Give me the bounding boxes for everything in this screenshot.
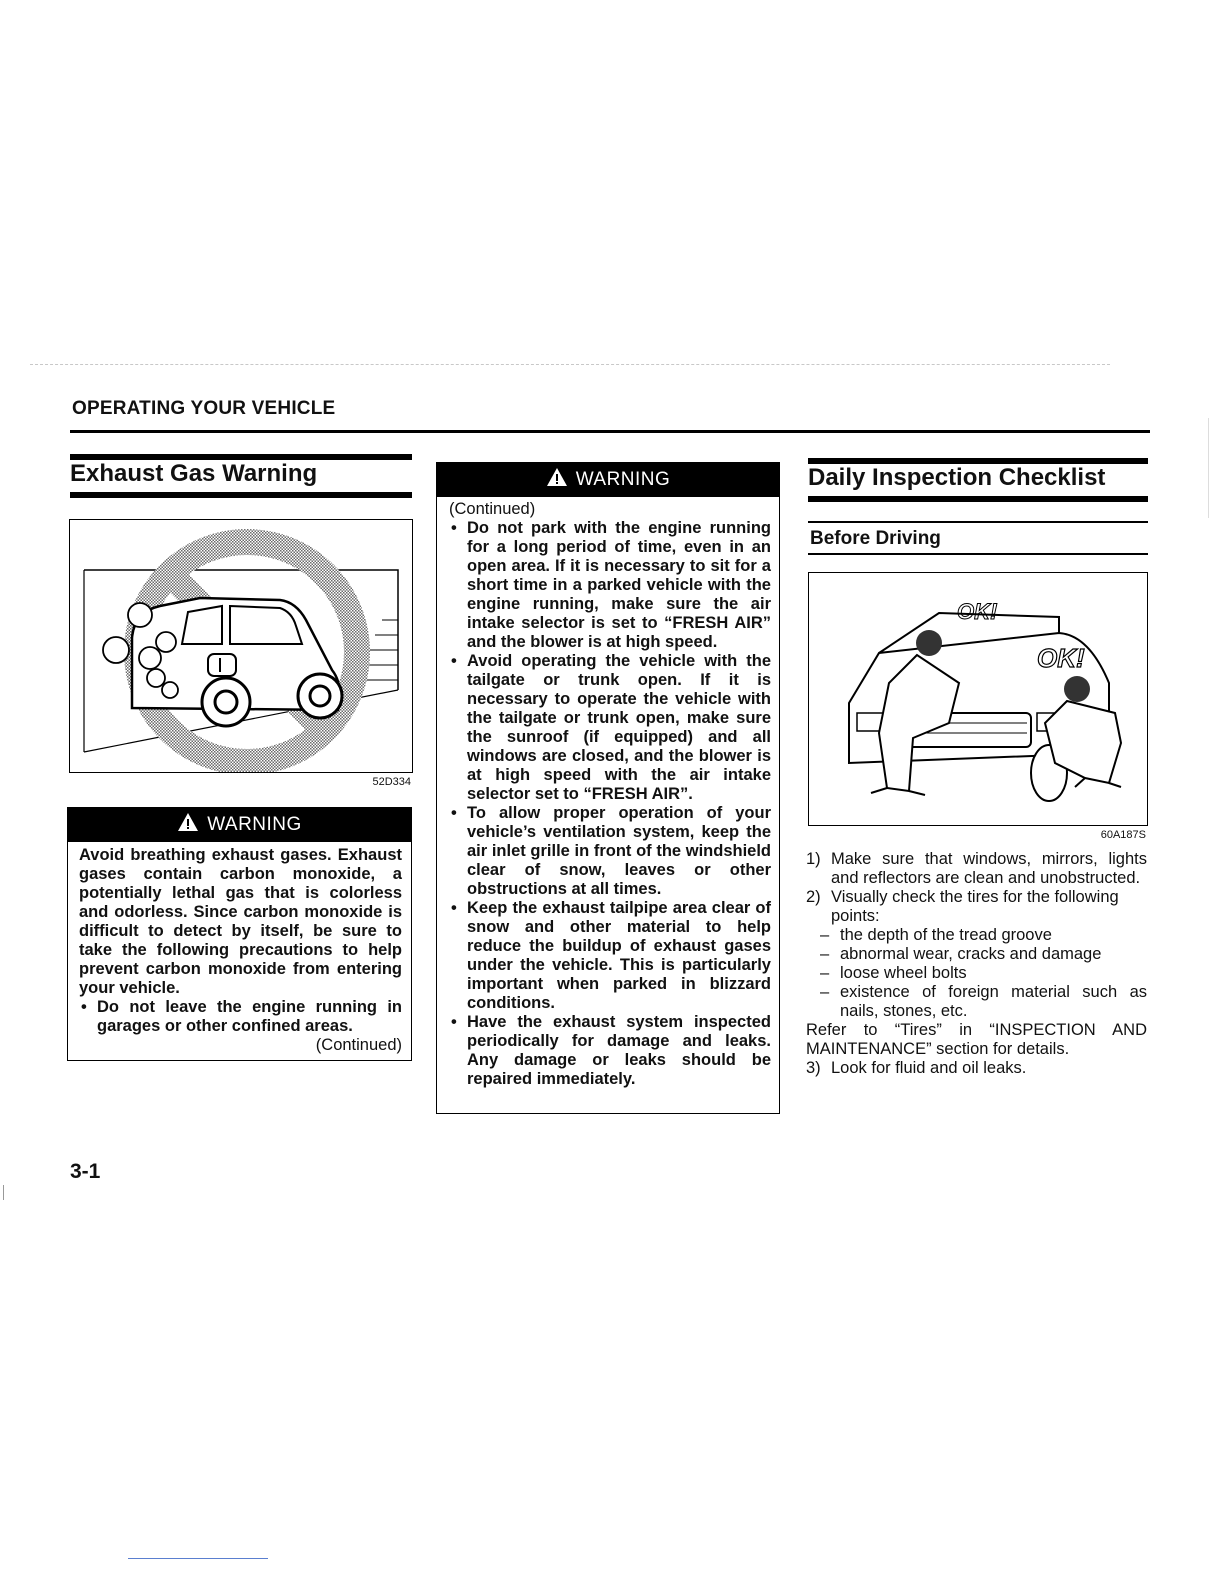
no-idling-car-illustration — [70, 520, 412, 772]
warning-label: WARNING — [575, 469, 671, 490]
ok-lettering: OK! — [957, 599, 998, 624]
refer-note: Refer to “Tires” in “INSPECTION AND MAINTENANCE” section for details. — [806, 1021, 1147, 1058]
heading-bottom-bar — [70, 492, 412, 498]
edge-mark — [3, 1185, 4, 1200]
mechanics-inspecting-car-illustration — [809, 573, 1147, 825]
warning-box-left — [67, 807, 412, 1061]
warning-body — [437, 497, 779, 1089]
item-text: Visually check the tires for the following points: — [831, 888, 1119, 925]
section-rule — [70, 430, 1150, 433]
warning-box-middle — [436, 462, 780, 1114]
item-text: Make sure that windows, mirrors, lights and reflectors are clean and unobstructed. — [831, 850, 1147, 887]
section-title: OPERATING YOUR VEHICLE — [72, 398, 336, 419]
warning-triangle-icon — [177, 812, 199, 832]
sub-list-item: – existence of foreign material such as nails, stones, etc. — [806, 983, 1147, 1021]
subheading-bottom-rule — [808, 553, 1148, 555]
list-item — [806, 1059, 1147, 1078]
warning-bullet: • Do not leave the engine running in garages or other confined areas. — [79, 998, 402, 1036]
continued-note: (Continued) — [315, 1036, 402, 1054]
continued-note: (Continued) — [449, 500, 536, 518]
figure-code: 52D334 — [372, 776, 411, 788]
ok-lettering: OK! — [1037, 643, 1085, 673]
warning-bullet: • Do not park with the engine running for a long period of time, even in an open area. If it is necessary to sit for a short time in a parked vehicle with the engine running, make sure the air intake selector is set to “FRESH AIR” and the blower is at high speed. — [449, 519, 771, 652]
inspection-list — [806, 850, 1147, 1078]
warning-header — [68, 808, 411, 842]
page-number: 3-1 — [70, 1160, 101, 1183]
warning-label: WARNING — [207, 814, 302, 835]
item-number: 1) — [806, 850, 821, 868]
edge-mark — [1208, 418, 1209, 518]
subheading-top-rule — [808, 521, 1148, 523]
list-item — [806, 850, 1147, 888]
exhaust-figure — [69, 519, 413, 773]
warning-body — [68, 842, 411, 1055]
item-number: 2) — [806, 888, 821, 906]
sub-list-item: – loose wheel bolts — [806, 964, 1147, 983]
inspection-figure — [808, 572, 1148, 826]
warning-bullet: • Have the exhaust system inspected periodically for damage and leaks. Any damage or leaks should be repaired immediately. — [449, 1013, 771, 1089]
warning-header — [437, 463, 779, 497]
heading-bottom-bar — [808, 496, 1148, 502]
warning-bullet: • To allow proper operation of your vehicle’s ventilation system, keep the air inlet grille in front of the windshield clear of snow, leaves or other obstructions at all times. — [449, 804, 771, 899]
bottom-link-line — [128, 1558, 268, 1559]
figure-code: 60A187S — [1100, 829, 1146, 841]
daily-inspection-heading: Daily Inspection Checklist — [808, 464, 1106, 491]
top-dashed-rule — [30, 364, 1110, 365]
sub-list-item: – abnormal wear, cracks and damage — [806, 945, 1147, 964]
list-item — [806, 888, 1147, 926]
sub-list-item: – the depth of the tread groove — [806, 926, 1147, 945]
warning-bullet: • Keep the exhaust tailpipe area clear of snow and other material to help reduce the buildup of exhaust gases under the vehicle. This is particularly important when parked in blizzard conditions. — [449, 899, 771, 1013]
exhaust-gas-heading: Exhaust Gas Warning — [70, 460, 318, 487]
item-number: 3) — [806, 1059, 821, 1077]
item-text: Look for fluid and oil leaks. — [831, 1059, 1027, 1077]
warning-triangle-icon — [546, 467, 568, 487]
warning-bullet: • Avoid operating the vehicle with the tailgate or trunk open. If it is necessary to operate the vehicle with the tailgate or trunk open, make sure the sunroof (if equipped) and all windows are closed, and the blower is at high speed with the air intake selector set to “FRESH AIR”. — [449, 652, 771, 804]
before-driving-subheading: Before Driving — [810, 528, 941, 549]
warning-text: Avoid breathing exhaust gases. Exhaust gases contain carbon monoxide, a potentially lethal gas that is colorless and odorless. Since carbon monoxide is difficult to detect by itself, be sure to take the following precautions to help prevent carbon monoxide from entering your vehicle. — [79, 846, 402, 997]
